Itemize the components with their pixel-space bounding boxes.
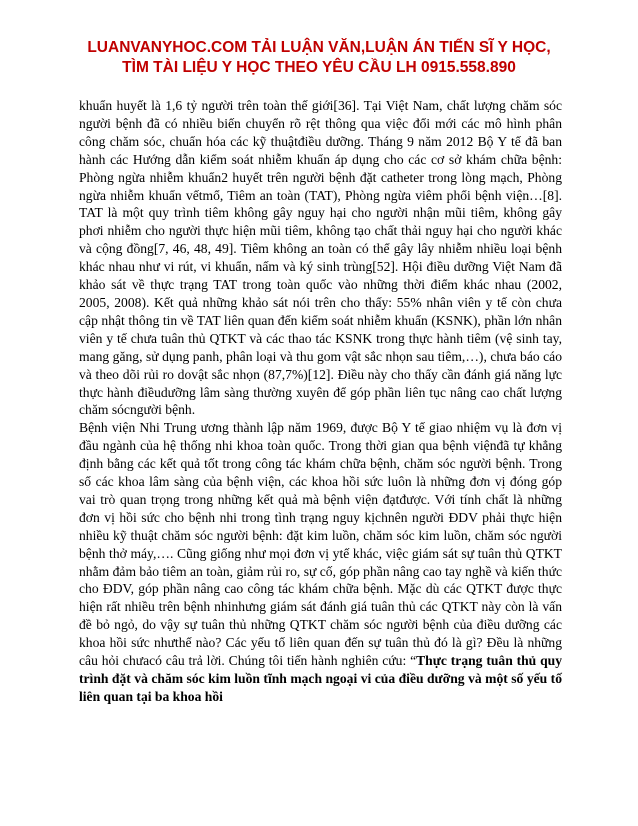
banner-line-1: LUANVANYHOC.COM TẢI LUẬN VĂN,LUẬN ÁN TIẾN SĨ Y HỌC, bbox=[87, 39, 551, 56]
paragraph-2-text: Bệnh viện Nhi Trung ương thành lập năm 1969, được Bộ Y tế giao nhiệm vụ là đơn vị đầu ngành của hệ thống nhi khoa toàn quốc. Trong thời gian qua bệnh việnđã tự khẳng định bằng các kết quả tốt trong công tác khám chữa bệnh, chăm sóc người bệnh. Trong số các khoa lâm sàng của bệnh viện, các khoa hồi sức luôn là những đơn vị đóng góp vai trò quan trọng trong những kết quả mà bệnh viện đạtđược. Với tính chất là những đơn vị hồi sức cho bệnh nhi trong tình trạng nguy kịchnên người ĐDV phải thực hiện nhiều kỹ thuật chăm sóc người bệnh: đặt kim luồn, chăm sóc kim luồn, chăm sóc người bệnh thở máy,…. Cũng giống như mọi đơn vị ytế khác, việc giám sát sự tuân thủ QTKT nhằm đảm bảo tiêm an toàn, giảm rủi ro, sự cố, góp phần nâng cao tay nghề và kiến thức cho ĐDV, góp phần nâng cao công tác khám chữa bệnh. Mặc dù các QTKT được thực hiện rất nhiều trên bệnh nhinhưng giám sát đánh giá tuân thủ các QTKT này còn là vấn đề bỏ ngỏ, do vậy sự tuân thủ những QTKT chăm sóc người bệnh của điều dưỡng các khoa hồi sức nhưthế nào? Các yếu tố liên quan đến sự tuân thủ đó là gì? Đều là những câu hỏi chưacó câu trả lời. Chúng tôi tiến hành nghiên cứu: “ bbox=[79, 420, 562, 669]
study-title: Thực trạng tuân thủ quy trình đặt và chăm sóc kim luồn tĩnh mạch ngoại vi của điều dưỡng và một số yếu tố liên quan tại ba khoa hồi bbox=[79, 653, 562, 704]
site-banner bbox=[0, 38, 638, 78]
paragraph-2 bbox=[79, 419, 562, 706]
paragraph-1: khuẩn huyết là 1,6 tỷ người trên toàn thế giới[36]. Tại Việt Nam, chất lượng chăm sóc người bệnh đã có nhiều biến chuyển rõ rệt thông qua việc đổi mới các mô hình phân công chăm sóc, chuẩn hóa các kỹ thuậtđiều dưỡng. Tháng 9 năm 2012 Bộ Y tế đã ban hành các Hướng dẫn kiểm soát nhiễm khuẩn áp dụng cho các cơ sở khám chữa bệnh: Phòng ngừa nhiễm khuẩn2 huyết trên người bệnh đặt catheter trong lòng mạch, Phòng ngừa nhiễm khuẩn vếtmổ, Tiêm an toàn (TAT), Phòng ngừa viêm phổi bệnh viện…[8]. TAT là một quy trình tiêm không gây nguy hại cho người nhận mũi tiêm, không gây phơi nhiễm cho người thực hiện mũi tiêm, không tạo chất thải nguy hại cho người khác và cộng đồng[7, 46, 48, 49]. Tiêm không an toàn có thể gây lây nhiễm nhiều loại bệnh khác nhau như vi rút, vi khuẩn, nấm và ký sinh trùng[52]. Hội điều dưỡng Việt Nam đã khảo sát về thực trạng TAT trong toàn quốc vào những thời điểm khác nhau (2002, 2005, 2008). Kết quả những khảo sát nói trên cho thấy: 55% nhân viên y tế còn chưa cập nhật thông tin về TAT liên quan đến kiểm soát nhiễm khuẩn (KSNK), phần lớn nhân viên y tế chưa tuân thủ QTKT và các thao tác KSNK trong thực hành tiêm (vệ sinh tay, mang găng, sử dụng panh, phân loại và thu gom vật sắc nhọn sau tiêm,…), chưa báo cáo và theo dõi rủi ro dovật sắc nhọn (87,7%)[12]. Điều này cho thấy cần đánh giá năng lực thực hành điềudưỡng lâm sàng thường xuyên để góp phần liên tục nâng cao chất lượng chăm sócngười bệnh. bbox=[79, 98, 562, 418]
document-body bbox=[79, 97, 562, 706]
banner-line-2: TÌM TÀI LIỆU Y HỌC THEO YÊU CẦU LH 0915.558.890 bbox=[122, 59, 516, 76]
